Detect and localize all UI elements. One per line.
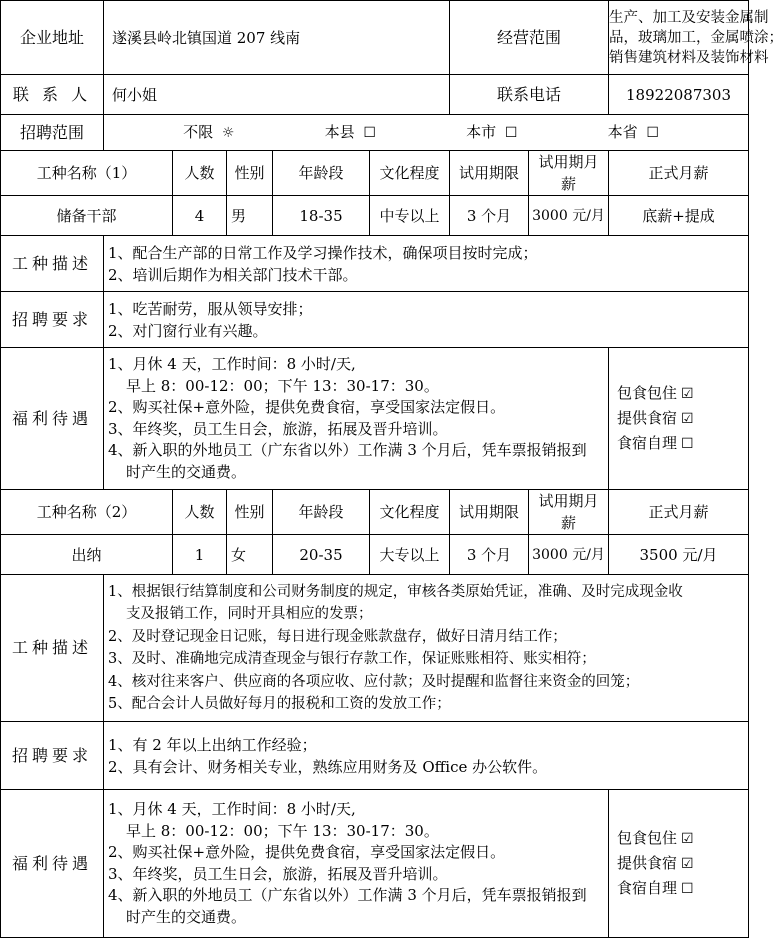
checkbox-empty-icon: ☐ (363, 125, 376, 141)
board-option-label: 包食包住 (617, 384, 678, 402)
board-option[interactable] (617, 381, 744, 406)
job2-desc-row (1, 575, 749, 722)
job2-req (104, 722, 749, 790)
job2-name: 出纳 (1, 535, 173, 575)
job2-pay: 3500 元/月 (609, 535, 749, 575)
desc-line: 2、及时登记现金日记账，每日进行现金账款盘存，做好日清月结工作； (108, 628, 567, 645)
header-trial-pay: 试用期月薪 (529, 151, 609, 196)
header-trial: 试用期限 (450, 490, 529, 535)
benefit-line: 2、购买社保+意外险，提供免费食宿，享受国家法定假日。 (108, 398, 506, 416)
contact-value: 何小姐 (104, 75, 450, 115)
desc-line: 5、配合会计人员做好每月的报税和工资的发放工作； (108, 696, 451, 712)
board-option-label: 提供食宿 (617, 854, 678, 872)
recruit-scope-options (104, 115, 749, 151)
header-count: 人数 (173, 490, 227, 535)
benefit-line: 4、新入职的外地员工（广东省以外）工作满 3 个月后，凭车票报销报到 (108, 441, 587, 459)
req-line: 1、吃苦耐劳，服从领导安排； (108, 299, 313, 318)
job1-desc (104, 236, 749, 292)
job1-trial: 3 个月 (450, 196, 529, 236)
desc-line: 1、根据银行结算制度和公司财务制度的规定，审核各类原始凭证，准确、及时完成现金收 (108, 583, 683, 600)
scope-label: 经营范围 (450, 1, 609, 75)
checkbox-checked-icon: ☑ (681, 831, 694, 847)
job1-age: 18-35 (273, 196, 370, 236)
phone-value: 18922087303 (609, 75, 749, 115)
job1-header-name: 工种名称（1） (1, 151, 173, 196)
sun-mark-icon: ☼ (221, 125, 235, 141)
benefit-line: 时产生的交通费。 (126, 462, 247, 481)
scope-option-province[interactable] (608, 121, 659, 144)
desc-line: 1、配合生产部的日常工作及学习操作技术，确保项目按时完成； (108, 243, 538, 262)
checkbox-checked-icon: ☑ (681, 856, 694, 872)
desc-line: 4、核对往来客户、供应商的各项应收、应付款；及时提醒和监督往来资金的回笼； (108, 673, 640, 690)
benefit-line: 4、新入职的外地员工（广东省以外）工作满 3 个月后，凭车票报销报到 (108, 886, 587, 904)
job2-benefit-label: 福利待遇 (1, 790, 104, 938)
board-option-label: 食宿自理 (617, 434, 678, 452)
checkbox-checked-icon: ☑ (681, 386, 694, 402)
scope-option-city[interactable] (466, 121, 517, 144)
phone-label: 联系电话 (450, 75, 609, 115)
job1-desc-label: 工种描述 (1, 236, 104, 292)
job1-gender: 男 (227, 196, 273, 236)
header-trial-pay: 试用期月薪 (529, 490, 609, 535)
header-pay: 正式月薪 (609, 151, 749, 196)
job1-header-row (1, 151, 749, 196)
job1-values-row (1, 196, 749, 236)
job2-benefits (104, 790, 609, 938)
scope-option-label: 本省 (607, 123, 638, 141)
checkbox-empty-icon: ☐ (681, 881, 694, 897)
header-age: 年龄段 (273, 151, 370, 196)
benefit-line: 早上 8：00-12：00；下午 13：30-17：30。 (126, 821, 439, 840)
board-option-label: 提供食宿 (617, 409, 678, 427)
desc-line: 支及报销工作，同时开具相应的发票； (126, 606, 373, 622)
job2-desc (104, 575, 749, 722)
job1-req (104, 292, 749, 348)
job1-benefits (104, 348, 609, 490)
job2-gender: 女 (227, 535, 273, 575)
job2-req-row (1, 722, 749, 790)
board-option[interactable] (617, 876, 744, 901)
job1-count: 4 (173, 196, 227, 236)
header-pay: 正式月薪 (609, 490, 749, 535)
benefit-line: 3、年终奖，员工生日会，旅游，拓展及晋升培训。 (108, 864, 448, 883)
job1-name: 储备干部 (1, 196, 173, 236)
benefit-line: 1、月休 4 天，工作时间：8 小时/天, (108, 355, 356, 373)
desc-line: 3、及时、准确地完成清查现金与银行存款工作，保证账账相符、账实相符； (108, 651, 596, 667)
address-row (1, 1, 749, 75)
job1-req-label: 招聘要求 (1, 292, 104, 348)
job1-req-row (1, 292, 749, 348)
scope-line: 生产、加工及安装金属制 (609, 9, 769, 26)
header-gender: 性别 (227, 151, 273, 196)
job2-values-row (1, 535, 749, 575)
job1-trial-pay: 3000 元/月 (529, 196, 609, 236)
job2-benefit-row (1, 790, 749, 938)
scope-line: 品，玻璃加工，金属喷涂； (609, 29, 783, 46)
benefit-line: 1、月休 4 天，工作时间：8 小时/天, (108, 800, 356, 818)
job1-benefit-row (1, 348, 749, 490)
recruit-scope-row (1, 115, 749, 151)
job1-benefit-label: 福利待遇 (1, 348, 104, 490)
address-value: 遂溪县岭北镇国道 207 线南 (104, 1, 450, 75)
checkbox-empty-icon: ☐ (504, 125, 518, 141)
board-option[interactable] (617, 851, 744, 876)
job1-pay: 底薪+提成 (609, 196, 749, 236)
board-option[interactable] (617, 826, 744, 851)
board-option-label: 包食包住 (617, 829, 678, 847)
benefit-line: 2、购买社保+意外险，提供免费食宿，享受国家法定假日。 (108, 843, 506, 861)
board-option-label: 食宿自理 (617, 879, 678, 897)
job2-header-name: 工种名称（2） (1, 490, 173, 535)
contact-row (1, 75, 749, 115)
scope-option-county[interactable] (325, 121, 376, 144)
recruit-scope-label: 招聘范围 (1, 115, 104, 151)
job2-trial: 3 个月 (450, 535, 529, 575)
job2-desc-label: 工种描述 (1, 575, 104, 722)
job2-age: 20-35 (273, 535, 370, 575)
header-edu: 文化程度 (370, 151, 450, 196)
job2-header-row (1, 490, 749, 535)
header-gender: 性别 (227, 490, 273, 535)
req-line: 1、有 2 年以上出纳工作经验； (108, 735, 317, 754)
header-count: 人数 (173, 151, 227, 196)
desc-line: 2、培训后期作为相关部门技术干部。 (108, 265, 358, 284)
checkbox-checked-icon: ☑ (681, 411, 694, 427)
benefit-line: 3、年终奖，员工生日会，旅游，拓展及晋升培训。 (108, 419, 448, 438)
job2-count: 1 (173, 535, 227, 575)
job2-trial-pay: 3000 元/月 (529, 535, 609, 575)
address-label: 企业地址 (1, 1, 104, 75)
scope-option-label: 不限 (183, 123, 214, 141)
checkbox-empty-icon: ☐ (681, 436, 694, 452)
header-edu: 文化程度 (370, 490, 450, 535)
job2-edu: 大专以上 (370, 535, 450, 575)
scope-line: 销售建筑材料及装饰材料 (609, 49, 769, 66)
job1-edu: 中专以上 (370, 196, 450, 236)
contact-label: 联 系 人 (1, 75, 104, 115)
job1-board-options (609, 348, 749, 490)
checkbox-empty-icon: ☐ (646, 125, 659, 141)
scope-option-label: 本市 (466, 123, 497, 141)
board-option[interactable] (617, 431, 744, 456)
business-scope (609, 1, 783, 75)
scope-option-label: 本县 (324, 123, 355, 141)
job2-board-options (609, 790, 749, 938)
header-trial: 试用期限 (450, 151, 529, 196)
header-age: 年龄段 (273, 490, 370, 535)
req-line: 2、对门窗行业有兴趣。 (108, 321, 268, 340)
job1-desc-row (1, 236, 749, 292)
board-option[interactable] (617, 406, 744, 431)
benefit-line: 时产生的交通费。 (126, 907, 247, 926)
benefit-line: 早上 8：00-12：00；下午 13：30-17：30。 (126, 376, 439, 395)
req-line: 2、具有会计、财务相关专业，熟练应用财务及 Office 办公软件。 (108, 757, 548, 776)
job2-req-label: 招聘要求 (1, 722, 104, 790)
scope-option-unlimited[interactable] (183, 121, 234, 144)
